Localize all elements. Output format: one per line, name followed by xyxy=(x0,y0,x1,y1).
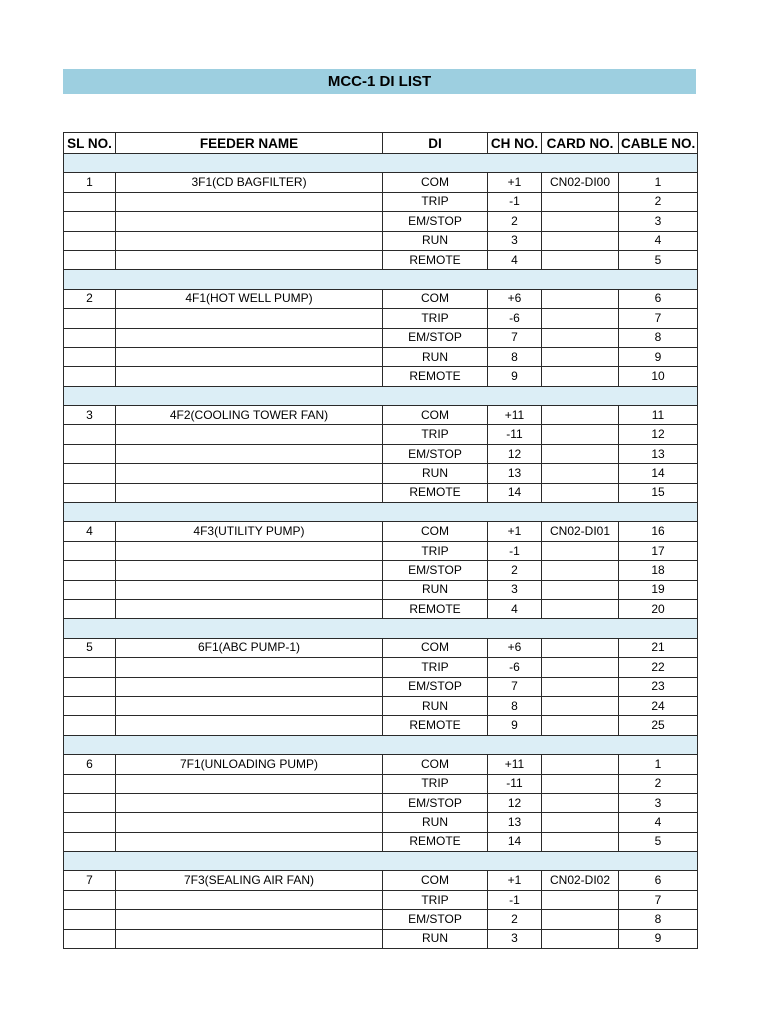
sl-no-cell xyxy=(64,910,116,929)
ch-no-cell: +1 xyxy=(488,522,542,541)
feeder-name-cell xyxy=(116,541,383,560)
cable-no-cell: 19 xyxy=(619,580,698,599)
di-cell: EM/STOP xyxy=(383,212,488,231)
card-no-cell xyxy=(542,774,619,793)
sl-no-cell xyxy=(64,212,116,231)
ch-no-cell: 2 xyxy=(488,561,542,580)
feeder-name-cell xyxy=(116,580,383,599)
card-no-cell xyxy=(542,696,619,715)
feeder-name-cell xyxy=(116,677,383,696)
card-no-cell xyxy=(542,890,619,909)
sl-no-cell xyxy=(64,580,116,599)
cable-no-cell: 8 xyxy=(619,910,698,929)
card-no-cell xyxy=(542,483,619,502)
di-cell: REMOTE xyxy=(383,832,488,851)
card-no-cell xyxy=(542,813,619,832)
di-cell: RUN xyxy=(383,231,488,250)
ch-no-cell: -6 xyxy=(488,309,542,328)
feeder-name-cell: 4F1(HOT WELL PUMP) xyxy=(116,289,383,308)
separator-cell xyxy=(64,735,698,754)
ch-no-cell: 12 xyxy=(488,444,542,463)
feeder-name-cell xyxy=(116,231,383,250)
group-separator-row xyxy=(64,503,698,522)
table-row xyxy=(64,367,698,386)
card-no-cell xyxy=(542,580,619,599)
ch-no-cell: -1 xyxy=(488,192,542,211)
ch-no-cell: 8 xyxy=(488,696,542,715)
ch-no-cell: 4 xyxy=(488,250,542,269)
card-no-cell xyxy=(542,309,619,328)
card-no-cell: CN02-DI01 xyxy=(542,522,619,541)
sl-no-cell: 7 xyxy=(64,871,116,890)
cable-no-cell: 2 xyxy=(619,192,698,211)
card-no-cell xyxy=(542,444,619,463)
di-cell: COM xyxy=(383,522,488,541)
cable-no-cell: 2 xyxy=(619,774,698,793)
sl-no-cell xyxy=(64,483,116,502)
header-cable-no: CABLE NO. xyxy=(619,133,698,154)
cable-no-cell: 15 xyxy=(619,483,698,502)
cable-no-cell: 7 xyxy=(619,890,698,909)
sl-no-cell: 4 xyxy=(64,522,116,541)
table-row xyxy=(64,890,698,909)
separator-cell xyxy=(64,503,698,522)
di-cell: RUN xyxy=(383,580,488,599)
di-cell: REMOTE xyxy=(383,716,488,735)
di-cell: RUN xyxy=(383,813,488,832)
ch-no-cell: -1 xyxy=(488,890,542,909)
sl-no-cell xyxy=(64,658,116,677)
sl-no-cell xyxy=(64,425,116,444)
card-no-cell: CN02-DI00 xyxy=(542,173,619,192)
feeder-name-cell xyxy=(116,774,383,793)
header-card-no: CARD NO. xyxy=(542,133,619,154)
card-no-cell xyxy=(542,832,619,851)
separator-cell xyxy=(64,154,698,173)
di-cell: TRIP xyxy=(383,890,488,909)
ch-no-cell: 3 xyxy=(488,580,542,599)
cable-no-cell: 3 xyxy=(619,212,698,231)
cable-no-cell: 3 xyxy=(619,793,698,812)
ch-no-cell: 12 xyxy=(488,793,542,812)
sl-no-cell xyxy=(64,774,116,793)
feeder-name-cell xyxy=(116,347,383,366)
table-row xyxy=(64,192,698,211)
ch-no-cell: +1 xyxy=(488,173,542,192)
feeder-name-cell xyxy=(116,464,383,483)
cable-no-cell: 16 xyxy=(619,522,698,541)
header-feeder-name: FEEDER NAME xyxy=(116,133,383,154)
feeder-name-cell xyxy=(116,793,383,812)
group-separator-row xyxy=(64,619,698,638)
sl-no-cell: 2 xyxy=(64,289,116,308)
cable-no-cell: 18 xyxy=(619,561,698,580)
table-row xyxy=(64,813,698,832)
cable-no-cell: 5 xyxy=(619,832,698,851)
card-no-cell xyxy=(542,561,619,580)
feeder-name-cell xyxy=(116,561,383,580)
di-cell: RUN xyxy=(383,696,488,715)
sl-no-cell: 3 xyxy=(64,406,116,425)
di-cell: TRIP xyxy=(383,309,488,328)
di-cell: REMOTE xyxy=(383,250,488,269)
card-no-cell xyxy=(542,212,619,231)
cable-no-cell: 20 xyxy=(619,599,698,618)
feeder-name-cell xyxy=(116,910,383,929)
header-ch-no: CH NO. xyxy=(488,133,542,154)
feeder-name-cell: 4F2(COOLING TOWER FAN) xyxy=(116,406,383,425)
card-no-cell xyxy=(542,929,619,948)
ch-no-cell: 7 xyxy=(488,328,542,347)
di-cell: COM xyxy=(383,638,488,657)
table-row xyxy=(64,212,698,231)
card-no-cell xyxy=(542,406,619,425)
table-row xyxy=(64,580,698,599)
feeder-name-cell xyxy=(116,444,383,463)
cable-no-cell: 10 xyxy=(619,367,698,386)
cable-no-cell: 9 xyxy=(619,347,698,366)
group-separator-row xyxy=(64,735,698,754)
card-no-cell xyxy=(542,464,619,483)
ch-no-cell: -6 xyxy=(488,658,542,677)
sl-no-cell xyxy=(64,464,116,483)
table-row xyxy=(64,483,698,502)
ch-no-cell: +11 xyxy=(488,406,542,425)
table-row xyxy=(64,522,698,541)
card-no-cell xyxy=(542,192,619,211)
table-row xyxy=(64,755,698,774)
feeder-name-cell xyxy=(116,309,383,328)
ch-no-cell: 14 xyxy=(488,832,542,851)
cable-no-cell: 5 xyxy=(619,250,698,269)
feeder-name-cell xyxy=(116,250,383,269)
feeder-name-cell: 7F3(SEALING AIR FAN) xyxy=(116,871,383,890)
sl-no-cell xyxy=(64,599,116,618)
card-no-cell xyxy=(542,910,619,929)
feeder-name-cell xyxy=(116,813,383,832)
separator-cell xyxy=(64,619,698,638)
ch-no-cell: 3 xyxy=(488,929,542,948)
cable-no-cell: 6 xyxy=(619,871,698,890)
ch-no-cell: 2 xyxy=(488,212,542,231)
group-separator-row xyxy=(64,270,698,289)
table-row xyxy=(64,696,698,715)
card-no-cell xyxy=(542,541,619,560)
sl-no-cell xyxy=(64,832,116,851)
cable-no-cell: 8 xyxy=(619,328,698,347)
sl-no-cell: 1 xyxy=(64,173,116,192)
sl-no-cell xyxy=(64,444,116,463)
feeder-name-cell xyxy=(116,696,383,715)
cable-no-cell: 9 xyxy=(619,929,698,948)
sl-no-cell xyxy=(64,231,116,250)
di-cell: COM xyxy=(383,871,488,890)
table-row xyxy=(64,173,698,192)
card-no-cell xyxy=(542,793,619,812)
feeder-name-cell: 7F1(UNLOADING PUMP) xyxy=(116,755,383,774)
table-row xyxy=(64,561,698,580)
sl-no-cell xyxy=(64,793,116,812)
ch-no-cell: -1 xyxy=(488,541,542,560)
sl-no-cell xyxy=(64,696,116,715)
table-row xyxy=(64,406,698,425)
table-row xyxy=(64,871,698,890)
di-cell: EM/STOP xyxy=(383,910,488,929)
cable-no-cell: 24 xyxy=(619,696,698,715)
sl-no-cell xyxy=(64,561,116,580)
cable-no-cell: 1 xyxy=(619,173,698,192)
feeder-name-cell xyxy=(116,658,383,677)
card-no-cell xyxy=(542,250,619,269)
di-cell: TRIP xyxy=(383,774,488,793)
sl-no-cell xyxy=(64,813,116,832)
cable-no-cell: 17 xyxy=(619,541,698,560)
header-di: DI xyxy=(383,133,488,154)
sl-no-cell: 6 xyxy=(64,755,116,774)
card-no-cell xyxy=(542,367,619,386)
di-cell: REMOTE xyxy=(383,599,488,618)
table-row xyxy=(64,250,698,269)
card-no-cell xyxy=(542,658,619,677)
cable-no-cell: 25 xyxy=(619,716,698,735)
card-no-cell xyxy=(542,231,619,250)
di-cell: TRIP xyxy=(383,425,488,444)
ch-no-cell: 3 xyxy=(488,231,542,250)
feeder-name-cell: 3F1(CD BAGFILTER) xyxy=(116,173,383,192)
ch-no-cell: 7 xyxy=(488,677,542,696)
separator-cell xyxy=(64,852,698,871)
cable-no-cell: 22 xyxy=(619,658,698,677)
table-row xyxy=(64,658,698,677)
feeder-name-cell: 4F3(UTILITY PUMP) xyxy=(116,522,383,541)
cable-no-cell: 4 xyxy=(619,231,698,250)
cable-no-cell: 4 xyxy=(619,813,698,832)
sl-no-cell xyxy=(64,347,116,366)
di-cell: EM/STOP xyxy=(383,444,488,463)
di-cell: COM xyxy=(383,755,488,774)
di-cell: EM/STOP xyxy=(383,677,488,696)
cable-no-cell: 23 xyxy=(619,677,698,696)
feeder-name-cell: 6F1(ABC PUMP-1) xyxy=(116,638,383,657)
table-row xyxy=(64,289,698,308)
feeder-name-cell xyxy=(116,890,383,909)
table-row xyxy=(64,716,698,735)
table-row xyxy=(64,793,698,812)
ch-no-cell: 9 xyxy=(488,716,542,735)
card-no-cell xyxy=(542,716,619,735)
di-cell: COM xyxy=(383,289,488,308)
table-row xyxy=(64,677,698,696)
group-separator-row xyxy=(64,852,698,871)
header-row xyxy=(64,133,698,154)
sl-no-cell: 5 xyxy=(64,638,116,657)
table-row xyxy=(64,599,698,618)
sl-no-cell xyxy=(64,541,116,560)
feeder-name-cell xyxy=(116,929,383,948)
card-no-cell xyxy=(542,638,619,657)
feeder-name-cell xyxy=(116,483,383,502)
sheet-title: MCC-1 DI LIST xyxy=(63,69,696,94)
sl-no-cell xyxy=(64,367,116,386)
cable-no-cell: 7 xyxy=(619,309,698,328)
separator-cell xyxy=(64,270,698,289)
table-row xyxy=(64,464,698,483)
cable-no-cell: 11 xyxy=(619,406,698,425)
di-cell: EM/STOP xyxy=(383,793,488,812)
card-no-cell: CN02-DI02 xyxy=(542,871,619,890)
card-no-cell xyxy=(542,347,619,366)
feeder-name-cell xyxy=(116,212,383,231)
cable-no-cell: 6 xyxy=(619,289,698,308)
table-row xyxy=(64,347,698,366)
ch-no-cell: 13 xyxy=(488,813,542,832)
feeder-name-cell xyxy=(116,716,383,735)
ch-no-cell: -11 xyxy=(488,425,542,444)
di-cell: COM xyxy=(383,406,488,425)
table-row xyxy=(64,638,698,657)
ch-no-cell: 9 xyxy=(488,367,542,386)
di-cell: EM/STOP xyxy=(383,328,488,347)
sl-no-cell xyxy=(64,890,116,909)
table-row xyxy=(64,328,698,347)
di-cell: RUN xyxy=(383,929,488,948)
feeder-name-cell xyxy=(116,599,383,618)
feeder-name-cell xyxy=(116,192,383,211)
table-row xyxy=(64,425,698,444)
table-row xyxy=(64,444,698,463)
feeder-name-cell xyxy=(116,832,383,851)
sl-no-cell xyxy=(64,192,116,211)
ch-no-cell: 8 xyxy=(488,347,542,366)
di-cell: COM xyxy=(383,173,488,192)
ch-no-cell: +1 xyxy=(488,871,542,890)
card-no-cell xyxy=(542,755,619,774)
di-cell: TRIP xyxy=(383,192,488,211)
sl-no-cell xyxy=(64,328,116,347)
feeder-name-cell xyxy=(116,328,383,347)
card-no-cell xyxy=(542,425,619,444)
table-row xyxy=(64,541,698,560)
ch-no-cell: -11 xyxy=(488,774,542,793)
card-no-cell xyxy=(542,328,619,347)
di-cell: REMOTE xyxy=(383,367,488,386)
table-row xyxy=(64,832,698,851)
sl-no-cell xyxy=(64,250,116,269)
di-list-table xyxy=(63,132,698,949)
table-row xyxy=(64,231,698,250)
di-cell: TRIP xyxy=(383,541,488,560)
feeder-name-cell xyxy=(116,367,383,386)
card-no-cell xyxy=(542,599,619,618)
cable-no-cell: 12 xyxy=(619,425,698,444)
cable-no-cell: 1 xyxy=(619,755,698,774)
ch-no-cell: 14 xyxy=(488,483,542,502)
card-no-cell xyxy=(542,677,619,696)
ch-no-cell: +11 xyxy=(488,755,542,774)
feeder-name-cell xyxy=(116,425,383,444)
di-cell: REMOTE xyxy=(383,483,488,502)
group-separator-row xyxy=(64,386,698,405)
di-cell: EM/STOP xyxy=(383,561,488,580)
di-cell: RUN xyxy=(383,464,488,483)
table-row xyxy=(64,929,698,948)
cable-no-cell: 21 xyxy=(619,638,698,657)
cable-no-cell: 13 xyxy=(619,444,698,463)
sl-no-cell xyxy=(64,309,116,328)
sl-no-cell xyxy=(64,716,116,735)
table-row xyxy=(64,910,698,929)
di-cell: TRIP xyxy=(383,658,488,677)
group-separator-row xyxy=(64,154,698,173)
table-row xyxy=(64,309,698,328)
ch-no-cell: +6 xyxy=(488,289,542,308)
card-no-cell xyxy=(542,289,619,308)
ch-no-cell: 4 xyxy=(488,599,542,618)
di-cell: RUN xyxy=(383,347,488,366)
table-row xyxy=(64,774,698,793)
cable-no-cell: 14 xyxy=(619,464,698,483)
sl-no-cell xyxy=(64,929,116,948)
ch-no-cell: 2 xyxy=(488,910,542,929)
ch-no-cell: +6 xyxy=(488,638,542,657)
sl-no-cell xyxy=(64,677,116,696)
separator-cell xyxy=(64,386,698,405)
ch-no-cell: 13 xyxy=(488,464,542,483)
header-sl-no: SL NO. xyxy=(64,133,116,154)
